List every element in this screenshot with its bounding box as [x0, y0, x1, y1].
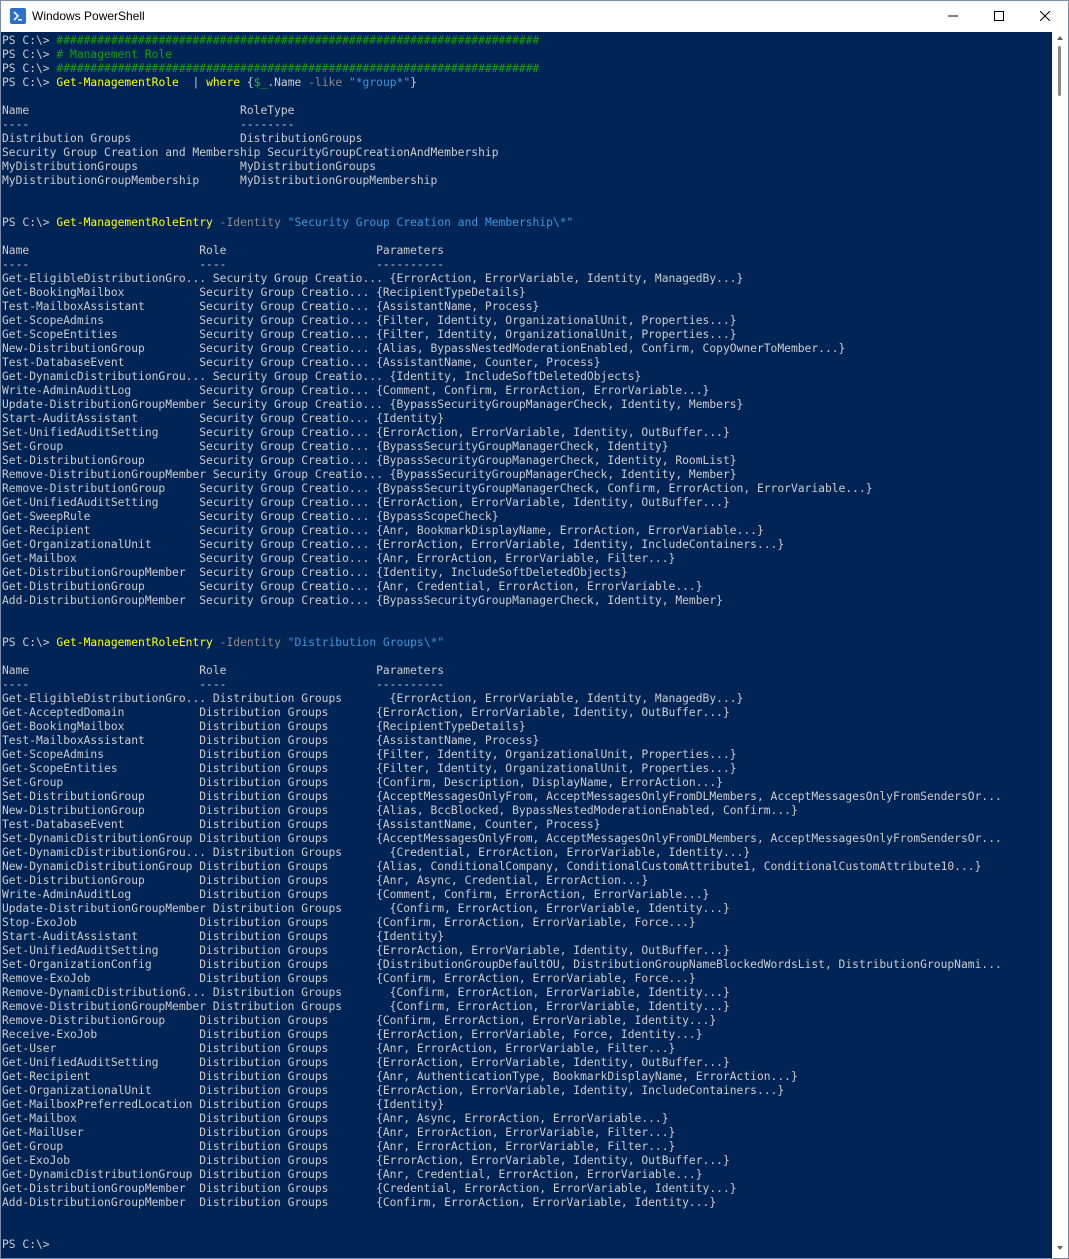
console-line	[2, 664, 444, 678]
console-text-text: Get-Recipient Security Group Creatio... {Anr, BookmarkDisplayName, ErrorAction, ErrorVariable...}	[2, 524, 764, 537]
console-text-text: Get-ScopeAdmins Distribution Groups {Filter, Identity, OrganizationalUnit, Properties...}	[2, 748, 737, 761]
console-line	[2, 748, 737, 762]
console-text-text: MyDistributionGroupMembership MyDistributionGroupMembership	[2, 174, 438, 187]
console-line	[2, 244, 444, 258]
console-line	[2, 776, 723, 790]
console-line	[2, 552, 675, 566]
console-line	[2, 958, 1002, 972]
console-line	[2, 1182, 737, 1196]
console-text-text: Set-Group Security Group Creatio... {BypassSecurityGroupManagerCheck, Identity}	[2, 440, 669, 453]
console-text-text: Get-MailUser Distribution Groups {Anr, ErrorAction, ErrorVariable, Filter...}	[2, 1126, 676, 1139]
console-line	[2, 804, 798, 818]
console-line	[2, 510, 499, 524]
console-line	[2, 566, 628, 580]
console-line	[2, 146, 499, 160]
console-text-text: Set-DynamicDistributionGroup Distribution Groups {AcceptMessagesOnlyFrom, AcceptMessagesOnlyFromDLMembers, AcceptMessagesOnlyFromSendersOr...	[2, 832, 1002, 845]
console-text-text: Get-DynamicDistributionGrou... Distribution Groups {Credential, ErrorAction, ErrorVariable, Identity...}	[2, 846, 751, 859]
console-param-text: -Identity	[219, 216, 281, 229]
powershell-icon	[10, 8, 26, 24]
maximize-button[interactable]	[976, 1, 1022, 32]
console-str-text: "*group*"	[348, 76, 411, 89]
console-text-text: }	[410, 76, 417, 89]
console-text-text: Set-UnifiedAuditSetting Distribution Groups {ErrorAction, ErrorVariable, Identity, OutBuffer...}	[2, 944, 730, 957]
console-line	[2, 790, 1002, 804]
console-comment-text: # Management Role	[56, 48, 173, 61]
console-line	[2, 300, 539, 314]
console-str-text: "Security Group Creation and Membership\*"	[287, 216, 574, 229]
console-text-text: Get-Group Distribution Groups {Anr, ErrorAction, ErrorVariable, Filter...}	[2, 1140, 676, 1153]
console-line	[2, 314, 737, 328]
console-line	[2, 132, 362, 146]
console-line	[2, 860, 981, 874]
console-line	[2, 678, 444, 692]
maximize-icon	[994, 11, 1004, 21]
console-line	[2, 888, 709, 902]
console-line	[2, 902, 730, 916]
vertical-scrollbar[interactable]	[1052, 32, 1068, 1258]
scroll-thumb[interactable]	[1058, 46, 1061, 96]
console-cmd-text: Get-ManagementRole	[56, 76, 179, 89]
minimize-button[interactable]	[930, 1, 976, 32]
console-text-text: Remove-DynamicDistributionG... Distribution Groups {Confirm, ErrorAction, ErrorVariable, Identity...}	[2, 986, 730, 999]
console-text-text: Get-OrganizationalUnit Distribution Groups {ErrorAction, ErrorVariable, Identity, IncludeContainers...}	[2, 1084, 785, 1097]
console-text-text: Get-BookingMailbox Distribution Groups {RecipientTypeDetails}	[2, 720, 526, 733]
console-comment-text: #######################################################################	[56, 34, 540, 47]
console-text-text: Remove-DistributionGroupMember Security Group Creatio... {BypassSecurityGroupManagerCheck, Identity, Member}	[2, 468, 737, 481]
console-text-text: New-DistributionGroup Distribution Groups {Alias, BccBlocked, BypassNestedModerationEnabled, Confirm...}	[2, 804, 798, 817]
console-cmd-text: where	[206, 76, 241, 89]
console-prompt-text: PS C:\>	[2, 34, 57, 47]
console-text-text: ---- ---- ----------	[2, 678, 445, 691]
console-text-text: Get-AcceptedDomain Distribution Groups {ErrorAction, ErrorVariable, Identity, OutBuffer...}	[2, 706, 730, 719]
console-param-text: -Identity	[219, 636, 281, 649]
console-param-text: -like	[308, 76, 343, 89]
console-text-text: Set-UnifiedAuditSetting Security Group Creatio... {ErrorAction, ErrorVariable, Identity, OutBuffer...}	[2, 426, 730, 439]
console-line	[2, 370, 641, 384]
console-line	[2, 916, 696, 930]
console-line	[2, 398, 743, 412]
title-bar[interactable]	[1, 1, 1068, 32]
console-cmd-text: Get-ManagementRoleEntry	[56, 216, 213, 229]
console-str-text: "Distribution Groups\*"	[287, 636, 445, 649]
console-text-text: Get-DistributionGroup Security Group Creatio... {Anr, Credential, ErrorAction, ErrorVariable...}	[2, 580, 703, 593]
console-text-text: Get-DistributionGroupMember Distribution Groups {Credential, ErrorAction, ErrorVariable, Identity...}	[2, 1182, 737, 1195]
console-line	[2, 1196, 716, 1210]
console-line	[2, 1126, 675, 1140]
console-text-text: Get-Mailbox Security Group Creatio... {Anr, ErrorAction, ErrorVariable, Filter...}	[2, 552, 676, 565]
console-text-text: Remove-DistributionGroup Distribution Groups {Confirm, ErrorAction, ErrorVariable, Identity...}	[2, 1014, 717, 1027]
console-prompt-text: PS C:\>	[2, 62, 57, 75]
console-text-text: Test-MailboxAssistant Security Group Creatio... {AssistantName, Process}	[2, 300, 540, 313]
console-text-text: Get-ScopeAdmins Security Group Creatio... {Filter, Identity, OrganizationalUnit, Properties...}	[2, 314, 737, 327]
console-line	[2, 1042, 675, 1056]
console-line	[2, 874, 648, 888]
console-text-text: Name Role Parameters	[2, 664, 445, 677]
console-text-text: Add-DistributionGroupMember Security Group Creatio... {BypassSecurityGroupManagerCheck, Identity, Member}	[2, 594, 723, 607]
close-icon	[1040, 11, 1050, 21]
console-line	[2, 258, 444, 272]
console-line	[2, 412, 444, 426]
console-text-text: Get-DistributionGroupMember Security Group Creatio... {Identity, IncludeSoftDeletedObjects}	[2, 566, 628, 579]
console-text-text: ---- --------	[2, 118, 295, 131]
minimize-icon	[948, 11, 958, 21]
console-line	[2, 1098, 444, 1112]
console-line	[2, 972, 696, 986]
console-text-text: Distribution Groups DistributionGroups	[2, 132, 363, 145]
console-text-text: Get-ScopeEntities Security Group Creatio... {Filter, Identity, OrganizationalUnit, Properties...}	[2, 328, 737, 341]
console-line	[2, 1140, 675, 1154]
console-text-text: ---- ---- ----------	[2, 258, 445, 271]
console-prompt-text: PS C:\>	[2, 1238, 50, 1251]
console-text-text: Get-ScopeEntities Distribution Groups {Filter, Identity, OrganizationalUnit, Properties...}	[2, 762, 737, 775]
console-text-text: Get-UnifiedAuditSetting Security Group Creatio... {ErrorAction, ErrorVariable, Identity, OutBuffer...}	[2, 496, 730, 509]
console-line	[2, 426, 730, 440]
window-title: Windows PowerShell	[32, 9, 145, 23]
console-text-text: MyDistributionGroups MyDistributionGroups	[2, 160, 377, 173]
console-text-text: Receive-ExoJob Distribution Groups {ErrorAction, ErrorVariable, Force, Identity...}	[2, 1028, 703, 1041]
console-line	[2, 48, 172, 62]
console-text-text: Get-EligibleDistributionGro... Distribution Groups {ErrorAction, ErrorVariable, Identity, ManagedBy...}	[2, 692, 744, 705]
console-text-text: Remove-ExoJob Distribution Groups {Confirm, ErrorAction, ErrorVariable, Force...}	[2, 972, 696, 985]
console-line	[2, 818, 601, 832]
console-text-text: Remove-DistributionGroupMember Distribution Groups {Confirm, ErrorAction, ErrorVariable, Identity...}	[2, 1000, 730, 1013]
console-line	[2, 440, 669, 454]
console-prompt-text: PS C:\>	[2, 636, 57, 649]
console-text-text: Update-DistributionGroupMember Distribution Groups {Confirm, ErrorAction, ErrorVariable, Identity...}	[2, 902, 730, 915]
console-text-text: Write-AdminAuditLog Security Group Creatio... {Comment, Confirm, ErrorAction, ErrorVariable...}	[2, 384, 710, 397]
console-line	[2, 944, 730, 958]
console-text-text: Get-Recipient Distribution Groups {Anr, AuthenticationType, BookmarkDisplayName, ErrorAction...}	[2, 1070, 798, 1083]
console-line	[2, 328, 737, 342]
console-line	[2, 832, 1002, 846]
console-line	[2, 706, 730, 720]
console-text-text: Security Group Creation and Membership SecurityGroupCreationAndMembership	[2, 146, 499, 159]
console-line	[2, 482, 873, 496]
console-output[interactable]	[1, 32, 1052, 1258]
console-line	[2, 118, 294, 132]
console-text-text: Stop-ExoJob Distribution Groups {Confirm, ErrorAction, ErrorVariable, Force...}	[2, 916, 696, 929]
console-text-text: Set-Group Distribution Groups {Confirm, Description, DisplayName, ErrorAction...}	[2, 776, 723, 789]
console-line	[2, 174, 437, 188]
console-line	[2, 580, 703, 594]
console-line	[2, 1238, 50, 1252]
console-text-text: Set-DistributionGroup Distribution Groups {AcceptMessagesOnlyFrom, AcceptMessagesOnlyFromDLMembers, AcceptMessagesOnlyFromSendersOr...	[2, 790, 1002, 803]
console-line	[2, 846, 750, 860]
console-line	[2, 930, 444, 944]
console-text-text	[213, 216, 220, 229]
console-line	[2, 734, 539, 748]
console-line	[2, 454, 737, 468]
console-text-text: |	[178, 76, 207, 89]
console-text-text: Get-MailboxPreferredLocation Distribution Groups {Identity}	[2, 1098, 445, 1111]
console-line	[2, 342, 845, 356]
console-text-text: Write-AdminAuditLog Distribution Groups {Comment, Confirm, ErrorAction, ErrorVariable...}	[2, 888, 710, 901]
console-line	[2, 1154, 730, 1168]
console-cmd-text: Get-ManagementRoleEntry	[56, 636, 213, 649]
console-text-text: Get-EligibleDistributionGro... Security Group Creatio... {ErrorAction, ErrorVariable, Identity, ManagedBy...}	[2, 272, 744, 285]
console-line	[2, 1112, 669, 1126]
console-line	[2, 1056, 730, 1070]
console-text-text: Get-BookingMailbox Security Group Creatio... {RecipientTypeDetails}	[2, 286, 526, 299]
console-prompt-text: PS C:\>	[2, 48, 57, 61]
console-line	[2, 524, 764, 538]
console-text-text: Get-DistributionGroup Distribution Groups {Anr, Async, Credential, ErrorAction...}	[2, 874, 649, 887]
console-text-text: Test-DatabaseEvent Distribution Groups {AssistantName, Counter, Process}	[2, 818, 601, 831]
console-line	[2, 1168, 703, 1182]
console-var-text: $_	[253, 76, 268, 89]
console-line	[2, 104, 294, 118]
console-text-text: Get-DynamicDistributionGrou... Security Group Creatio... {Identity, IncludeSoftDeletedObjects}	[2, 370, 642, 383]
console-text-text: Get-Mailbox Distribution Groups {Anr, Async, ErrorAction, ErrorVariable...}	[2, 1112, 669, 1125]
close-button[interactable]	[1022, 1, 1068, 32]
console-text-text: Name Role Parameters	[2, 244, 445, 257]
console-text-text: Get-User Distribution Groups {Anr, ErrorAction, ErrorVariable, Filter...}	[2, 1042, 676, 1055]
console-text-text	[213, 636, 220, 649]
console-text-text: Test-MailboxAssistant Distribution Groups {AssistantName, Process}	[2, 734, 540, 747]
console-text-text	[281, 216, 288, 229]
console-text-text: Start-AuditAssistant Security Group Creatio... {Identity}	[2, 412, 445, 425]
console-line	[2, 1028, 703, 1042]
console-text-text: Get-UnifiedAuditSetting Distribution Groups {ErrorAction, ErrorVariable, Identity, OutBuffer...}	[2, 1056, 730, 1069]
console-text-text: Get-ExoJob Distribution Groups {ErrorAction, ErrorVariable, Identity, OutBuffer...}	[2, 1154, 730, 1167]
console-line	[2, 636, 444, 650]
console-text-text: Remove-DistributionGroup Security Group Creatio... {BypassSecurityGroupManagerCheck, Confirm, ErrorAction, ErrorVariable...}	[2, 482, 873, 495]
console-line	[2, 286, 526, 300]
console-line	[2, 62, 539, 76]
console-text-text	[281, 636, 288, 649]
console-line	[2, 1084, 784, 1098]
console-line	[2, 692, 743, 706]
console-text-text: New-DistributionGroup Security Group Creatio... {Alias, BypassNestedModerationEnabled, Confirm, CopyOwnerToMember...}	[2, 342, 846, 355]
console-text-text: Get-OrganizationalUnit Security Group Creatio... {ErrorAction, ErrorVariable, Identity, IncludeContainers...}	[2, 538, 785, 551]
console-text-text: Get-SweepRule Security Group Creatio... {BypassScopeCheck}	[2, 510, 499, 523]
console-line	[2, 160, 376, 174]
console-line	[2, 384, 709, 398]
console-comment-text: #######################################################################	[56, 62, 540, 75]
console-text-text: Test-DatabaseEvent Security Group Creatio... {AssistantName, Counter, Process}	[2, 356, 601, 369]
console-line	[2, 1070, 798, 1084]
console-line	[2, 216, 573, 230]
console-line	[2, 76, 417, 90]
console-line	[2, 1014, 716, 1028]
console-line	[2, 356, 601, 370]
console-line	[2, 272, 743, 286]
console-line	[2, 538, 784, 552]
console-text-text: Set-OrganizationConfig Distribution Groups {DistributionGroupDefaultOU, DistributionGroupNameBlockedWordsList, DistributionGroupNami...	[2, 958, 1002, 971]
console-line	[2, 594, 723, 608]
console-text-text: Name RoleType	[2, 104, 295, 117]
console-prompt-text: PS C:\>	[2, 76, 57, 89]
console-line	[2, 720, 526, 734]
console-text-text: {	[240, 76, 254, 89]
console-line	[2, 496, 730, 510]
console-text-text	[342, 76, 349, 89]
console-line	[2, 1000, 730, 1014]
console-prompt-text: PS C:\>	[2, 216, 57, 229]
console-line	[2, 986, 730, 1000]
console-text-text: Add-DistributionGroupMember Distribution Groups {Confirm, ErrorAction, ErrorVariable, Identity...}	[2, 1196, 717, 1209]
console-text-text: Get-DynamicDistributionGroup Distribution Groups {Anr, Credential, ErrorAction, ErrorVariable...}	[2, 1168, 703, 1181]
console-text-text: .Name	[267, 76, 309, 89]
console-line	[2, 34, 539, 48]
scroll-down-icon[interactable]	[1057, 1246, 1063, 1250]
console-text-text: Set-DistributionGroup Security Group Creatio... {BypassSecurityGroupManagerCheck, Identity, RoomList}	[2, 454, 737, 467]
console-text-text: New-DynamicDistributionGroup Distribution Groups {Alias, ConditionalCompany, ConditionalCustomAttribute1, ConditionalCustomAttribute10...}	[2, 860, 982, 873]
console-text-text: Start-AuditAssistant Distribution Groups {Identity}	[2, 930, 445, 943]
scroll-up-icon[interactable]	[1057, 36, 1063, 40]
console-text-text: Update-DistributionGroupMember Security Group Creatio... {BypassSecurityGroupManagerCheck, Identity, Members}	[2, 398, 744, 411]
console-line	[2, 468, 737, 482]
console-line	[2, 762, 737, 776]
